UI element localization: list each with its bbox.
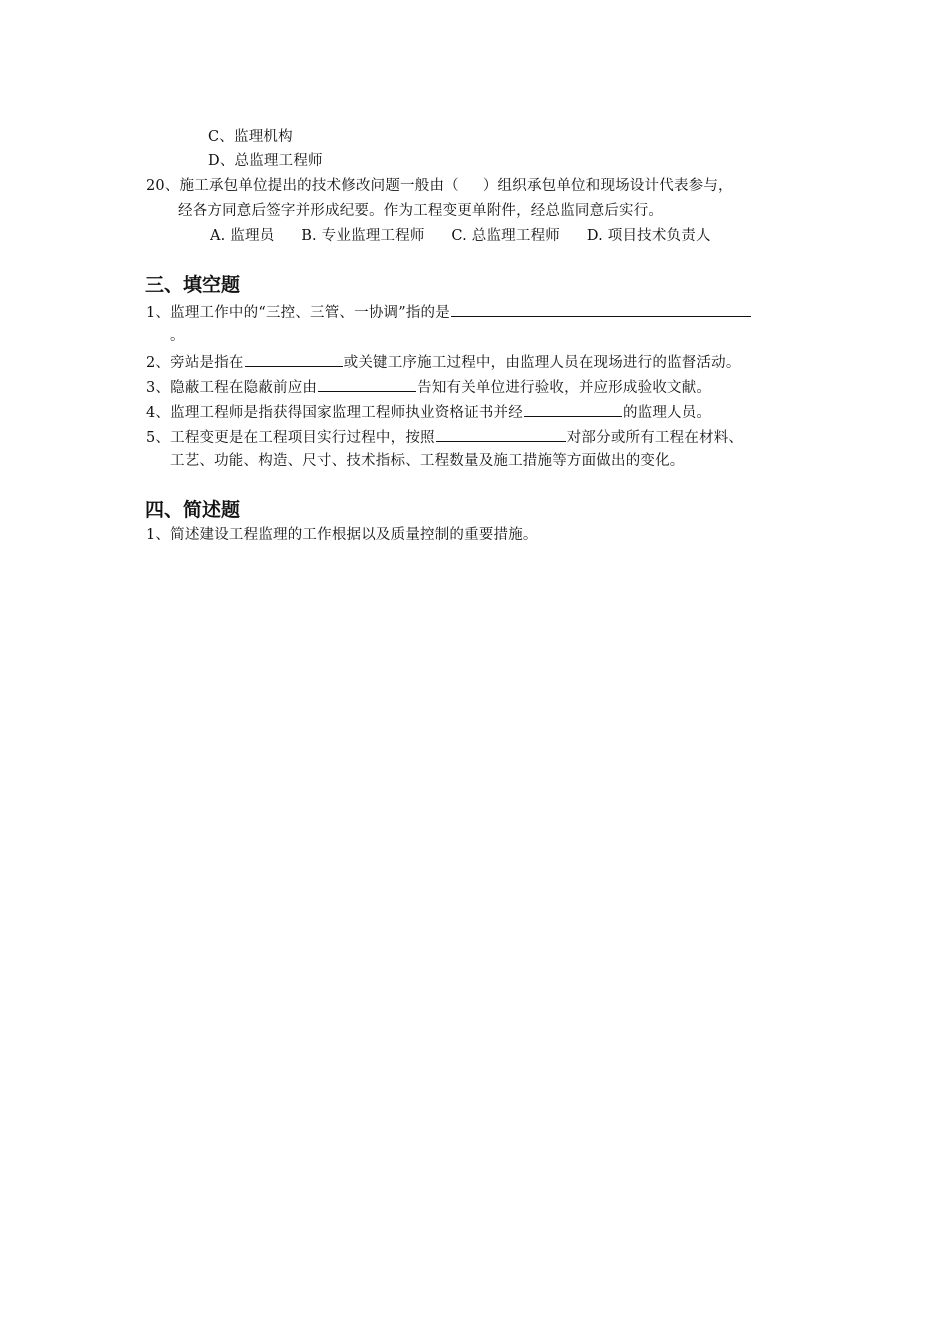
q20-options [210,226,711,246]
q20-line-2: 经各方同意后签字并形成纪要。作为工程变更单附件，经总监同意后实行。 [178,203,664,219]
fill-q1-text: 1、监理工作中的“三控、三管、一协调”指的是 [146,305,450,321]
short-answer-heading: 四、简述题 [145,499,241,521]
fill-q1-line-1 [146,301,752,323]
q19-option-d: D、总监理工程师 [208,153,323,169]
fill-q5-line-1 [146,426,743,448]
fill-q5-before: 5、工程变更是在工程项目实行过程中，按照 [146,430,435,446]
fill-q5-line-2: 工艺、功能、构造、尺寸、技术指标、工程数量及施工措施等方面做出的变化。 [170,453,685,469]
fill-q3-after: 告知有关单位进行验收，并应形成验收文献。 [417,380,712,396]
fill-q4-blank [524,401,622,417]
short-q1: 1、简述建设工程监理的工作根据以及质量控制的重要措施。 [146,527,538,543]
fill-q3-blank [318,376,416,392]
fill-q4 [146,401,711,423]
fill-q1-line-2: 。 [170,328,185,344]
fill-q2 [146,351,741,373]
q19-option-c: C、监理机构 [208,129,293,145]
fill-q3 [146,376,711,398]
fill-q3-before: 3、隐蔽工程在隐蔽前应由 [146,380,318,396]
fill-q2-before: 2、旁站是指在 [146,355,244,371]
fill-q4-before: 4、监理工程师是指获得国家监理工程师执业资格证书并经 [146,405,523,421]
fill-q4-after: 的监理人员。 [622,405,712,421]
q20-option-b: B. 专业监理工程师 [301,228,425,244]
q20-option-d: D. 项目技术负责人 [586,228,711,244]
fill-q2-blank [245,351,343,367]
q20-text-part1: 20、施工承包单位提出的技术修改问题一般由（ [146,178,459,194]
q20-text-part2: ）组织承包单位和现场设计代表参与， [482,178,733,194]
q20-line-1 [146,176,733,196]
q20-option-c: C. 总监理工程师 [451,228,560,244]
fill-in-heading: 三、填空题 [145,274,241,296]
fill-q1-blank [451,301,751,317]
fill-q2-after: 或关键工序施工过程中，由监理人员在现场进行的监督活动。 [343,355,741,371]
q20-option-a: A. 监理员 [210,228,275,244]
fill-q5-blank [436,426,566,442]
fill-q5-after: 对部分或所有工程在材料、 [566,430,744,446]
